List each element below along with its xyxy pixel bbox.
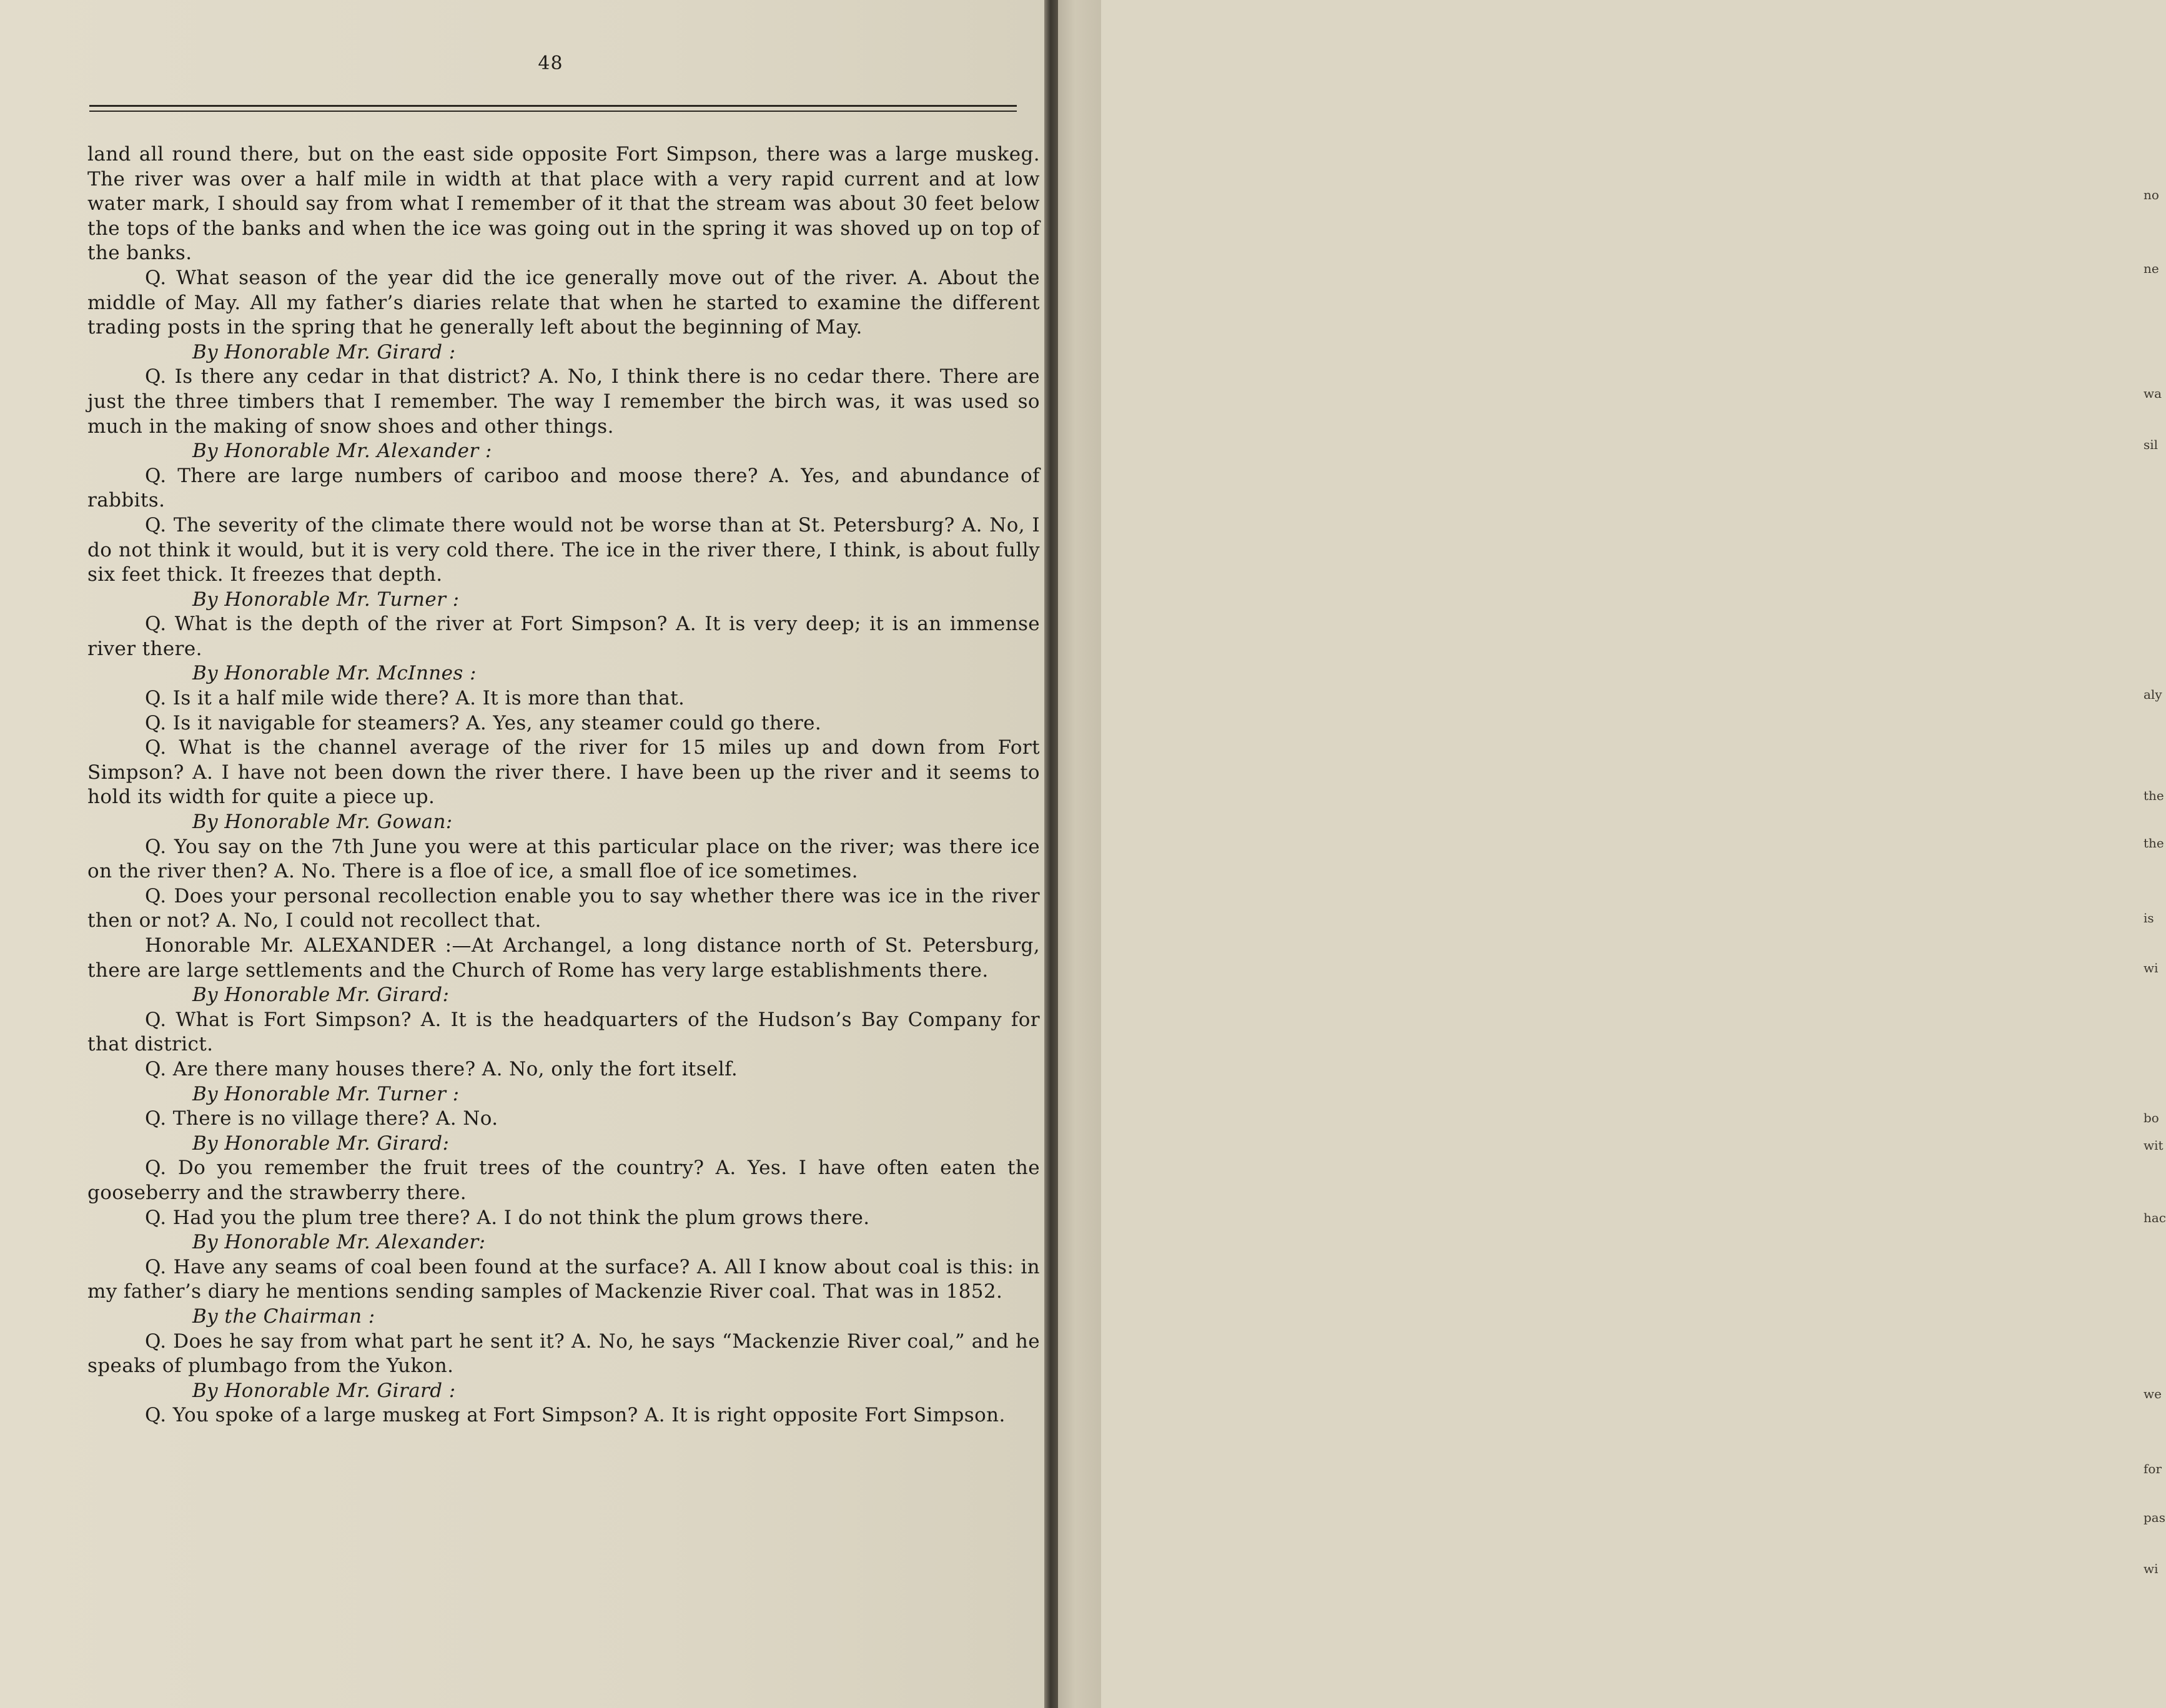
paragraph: Q. The severity of the climate there would not be worse than at St. Petersburg? A. No, I do not think it would, but it is very cold there. The ice in the river there, I think, is about fully six feet thick. It freezes that depth. xyxy=(87,513,1040,586)
body-text xyxy=(87,142,1040,1428)
speaker-heading: By Honorable Mr. Turner : xyxy=(192,588,460,611)
paragraph: Q. Is there any cedar in that district? A. No, I think there is no cedar there. There are just the three timbers that I remember. The way I remember the birch was, it was used so much in the making of snow shoes and other things. xyxy=(87,365,1040,438)
header-rule-top xyxy=(89,105,1017,107)
paragraph: Q. There are large numbers of cariboo and moose there? A. Yes, and abundance of rabbits. xyxy=(87,464,1040,512)
speaker-heading: By Honorable Mr. Girard : xyxy=(192,1379,456,1402)
paragraph: Q. Is it navigable for steamers? A. Yes, any steamer could go there. xyxy=(145,711,822,734)
paragraph: Q. What is Fort Simpson? A. It is the headquarters of the Hudson’s Bay Company for that district. xyxy=(87,1008,1040,1056)
paragraph: Q. Had you the plum tree there? A. I do not think the plum grows there. xyxy=(145,1206,870,1229)
margin-fragment: ne xyxy=(2144,261,2159,276)
paragraph: Q. You spoke of a large muskeg at Fort Simpson? A. It is right opposite Fort Simpson. xyxy=(145,1404,1006,1427)
header-rule-bottom xyxy=(89,111,1017,112)
margin-fragment: pas xyxy=(2144,1510,2165,1525)
margin-fragment: wa xyxy=(2144,386,2162,401)
paragraph: Q. Is it a half mile wide there? A. It is more than that. xyxy=(145,687,685,710)
margin-fragment: wit xyxy=(2144,1138,2164,1153)
paragraph: Q. What is the depth of the river at Fort Simpson? A. It is very deep; it is an immense river there. xyxy=(87,613,1040,660)
margin-fragment: no xyxy=(2144,187,2159,202)
paragraph: Q. Does your personal recollection enable you to say whether there was ice in the river then or not? A. No, I could not recollect that. xyxy=(87,884,1040,932)
speaker-heading: By Honorable Mr. Gowan: xyxy=(192,811,453,834)
margin-fragment: wi xyxy=(2144,1561,2159,1576)
page-number: 48 xyxy=(538,52,563,74)
speaker-heading: By Honorable Mr. Alexander : xyxy=(192,440,492,463)
paragraph: Q. Are there many houses there? A. No, only the fort itself. xyxy=(145,1057,738,1080)
margin-fragment: aly xyxy=(2144,687,2162,702)
paragraph: Q. There is no village there? A. No. xyxy=(145,1107,498,1130)
speaker-heading: By Honorable Mr. Turner : xyxy=(192,1082,460,1105)
margin-fragment: sil xyxy=(2144,437,2159,452)
adjacent-page-edge xyxy=(1058,0,2166,1708)
margin-fragment: is xyxy=(2144,911,2154,926)
margin-fragment: the xyxy=(2144,836,2164,851)
paragraph: Q. What is the channel average of the river for 15 miles up and down from Fort Simpson? A. I have not been down the river there. I have been up the river and it seems to hold its width for quite a piece up. xyxy=(87,736,1040,809)
margin-fragment: hac xyxy=(2144,1210,2166,1225)
paragraph: Q. What season of the year did the ice generally move out of the river. A. About the middle of May. All my father’s diaries relate that when he started to examine the different trading posts in the spring that he generally left about the beginning of May. xyxy=(87,266,1040,339)
speaker-heading: By Honorable Mr. Girard: xyxy=(192,984,450,1007)
speaker-heading: By Honorable Mr. Girard : xyxy=(192,340,456,363)
margin-fragment: for xyxy=(2144,1461,2162,1476)
paragraph: Q. Do you remember the fruit trees of the country? A. Yes. I have often eaten the gooseberry and the strawberry there. xyxy=(87,1157,1040,1204)
speaker-heading: By Honorable Mr. McInnes : xyxy=(192,662,477,685)
speaker-heading: By the Chairman : xyxy=(192,1305,375,1328)
paragraph: Q. Does he say from what part he sent it? A. No, he says “Mackenzie River coal,” and he speaks of plumbago from the Yukon. xyxy=(87,1330,1040,1378)
margin-fragment: the xyxy=(2144,788,2164,803)
margin-fragment: we xyxy=(2144,1386,2162,1401)
paragraph: Q. Have any seams of coal been found at the surface? A. All I know about coal is this: in my father’s diary he mentions sending samples of Mackenzie River coal. That was in 1852. xyxy=(87,1255,1040,1303)
margin-fragment: wi xyxy=(2144,960,2159,975)
speaker-heading: By Honorable Mr. Girard: xyxy=(192,1132,450,1155)
margin-fragment: bo xyxy=(2144,1110,2159,1125)
book-gutter xyxy=(1044,0,1058,1708)
paragraph: Q. You say on the 7th June you were at this particular place on the river; was there ice on the river then? A. No. There is a floe of ice, a small floe of ice sometimes. xyxy=(87,835,1040,883)
paragraph: land all round there, but on the east side opposite Fort Simpson, there was a large muskeg. The river was over a half mile in width at that place with a very rapid current and at low water mark, I should say from what I remember of it that the stream was about 30 feet below the tops of the banks and when the ice was going out in the spring it was shoved up on top of the banks. xyxy=(87,143,1040,265)
paragraph: Honorable Mr. ALEXANDER :—At Archangel, a long distance north of St. Petersburg, there are large settlements and the Church of Rome has very large establishments there. xyxy=(87,934,1040,982)
speaker-heading: By Honorable Mr. Alexander: xyxy=(192,1231,486,1254)
